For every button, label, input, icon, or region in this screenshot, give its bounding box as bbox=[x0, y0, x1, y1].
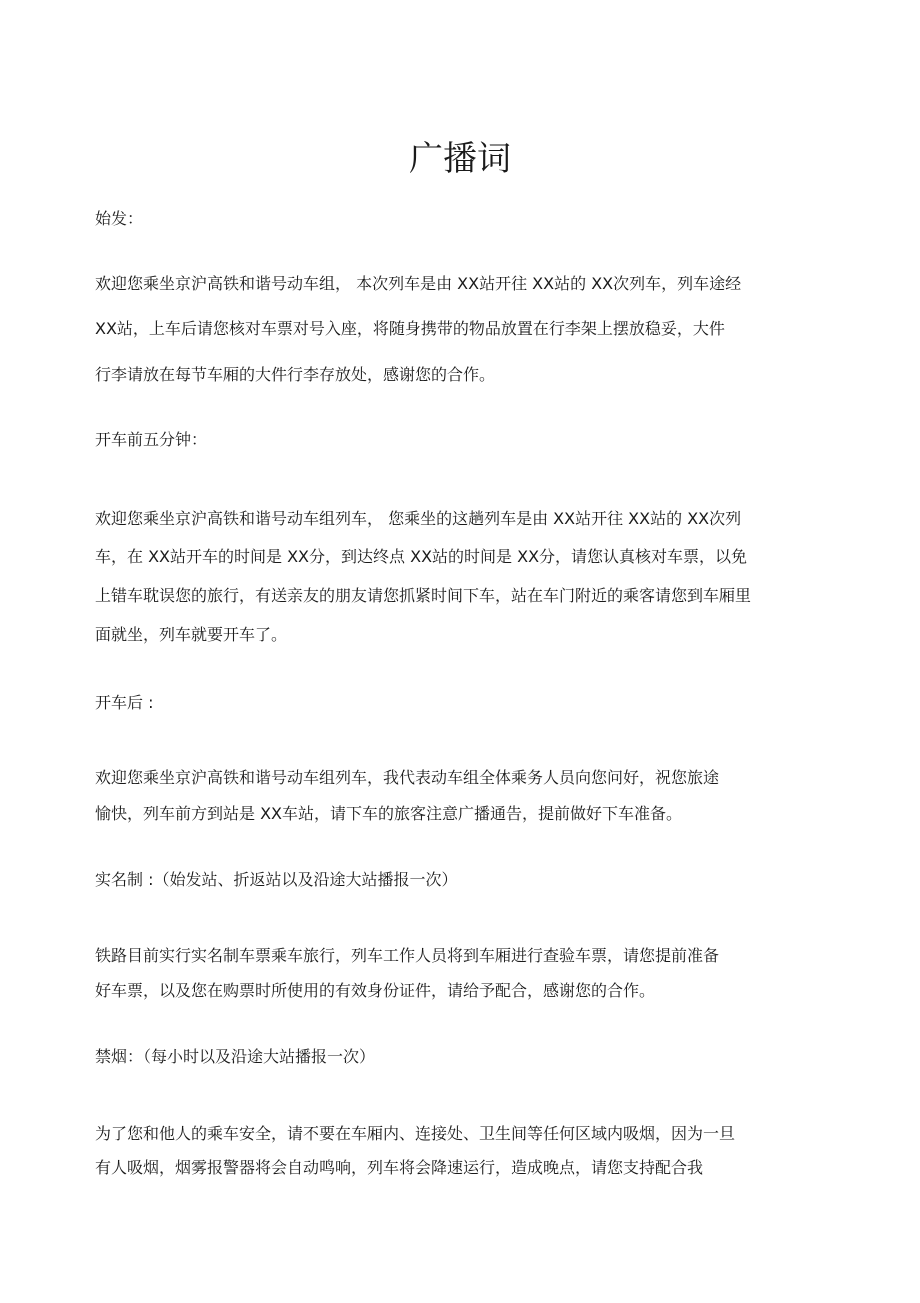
section-heading-after-departure: 开车后 : bbox=[95, 693, 154, 712]
paragraph-line: 上错车耽误您的旅行，有送亲友的朋友请您抓紧时间下车，站在车门附近的乘客请您到车厢里 bbox=[95, 586, 752, 605]
paragraph-line: 好车票，以及您在购票时所使用的有效身份证件，请给予配合，感谢您的合作。 bbox=[95, 981, 656, 1000]
paragraph-line: 欢迎您乘坐京沪高铁和谐号动车组列车， 您乘坐的这趟列车是由 XX站开往 XX站的 XX次列 bbox=[95, 509, 742, 528]
section-heading-real-name: 实名制 :（始发站、折返站以及沿途大站播报一次） bbox=[95, 870, 458, 889]
document-title: 广播词 bbox=[409, 139, 511, 179]
paragraph-line: 愉快，列车前方到站是 XX车站，请下车的旅客注意广播通告，提前做好下车准备。 bbox=[95, 804, 683, 823]
section-heading-five-minutes-before: 开车前五分钟： bbox=[95, 430, 208, 449]
paragraph-line: 欢迎您乘坐京沪高铁和谐号动车组列车，我代表动车组全体乘务人员向您问好，祝您旅途 bbox=[95, 768, 720, 787]
paragraph-line: 车，在 XX站开车的时间是 XX分，到达终点 XX站的时间是 XX分，请您认真核对车票，以免 bbox=[95, 547, 748, 566]
paragraph-line: 面就坐，列车就要开车了。 bbox=[95, 625, 288, 644]
section-heading-no-smoking: 禁烟：（每小时以及沿途大站播报一次） bbox=[95, 1047, 376, 1066]
paragraph-line: 有人吸烟，烟雾报警器将会自动鸣响，列车将会降速运行，造成晚点，请您支持配合我 bbox=[95, 1158, 704, 1177]
paragraph-line: 铁路目前实行实名制车票乘车旅行，列车工作人员将到车厢进行查验车票，请您提前准备 bbox=[95, 946, 720, 965]
paragraph-line: 行李请放在每节车厢的大件行李存放处，感谢您的合作。 bbox=[95, 365, 496, 384]
section-heading-departure: 始发： bbox=[95, 209, 144, 228]
paragraph-line: 为了您和他人的乘车安全，请不要在车厢内、连接处、卫生间等任何区域内吸烟，因为一旦 bbox=[95, 1124, 736, 1143]
paragraph-line: 欢迎您乘坐京沪高铁和谐号动车组， 本次列车是由 XX站开往 XX站的 XX次列车，列车途经 bbox=[95, 274, 742, 293]
paragraph-line: XX站，上车后请您核对车票对号入座，将随身携带的物品放置在行李架上摆放稳妥，大件 bbox=[95, 319, 725, 338]
